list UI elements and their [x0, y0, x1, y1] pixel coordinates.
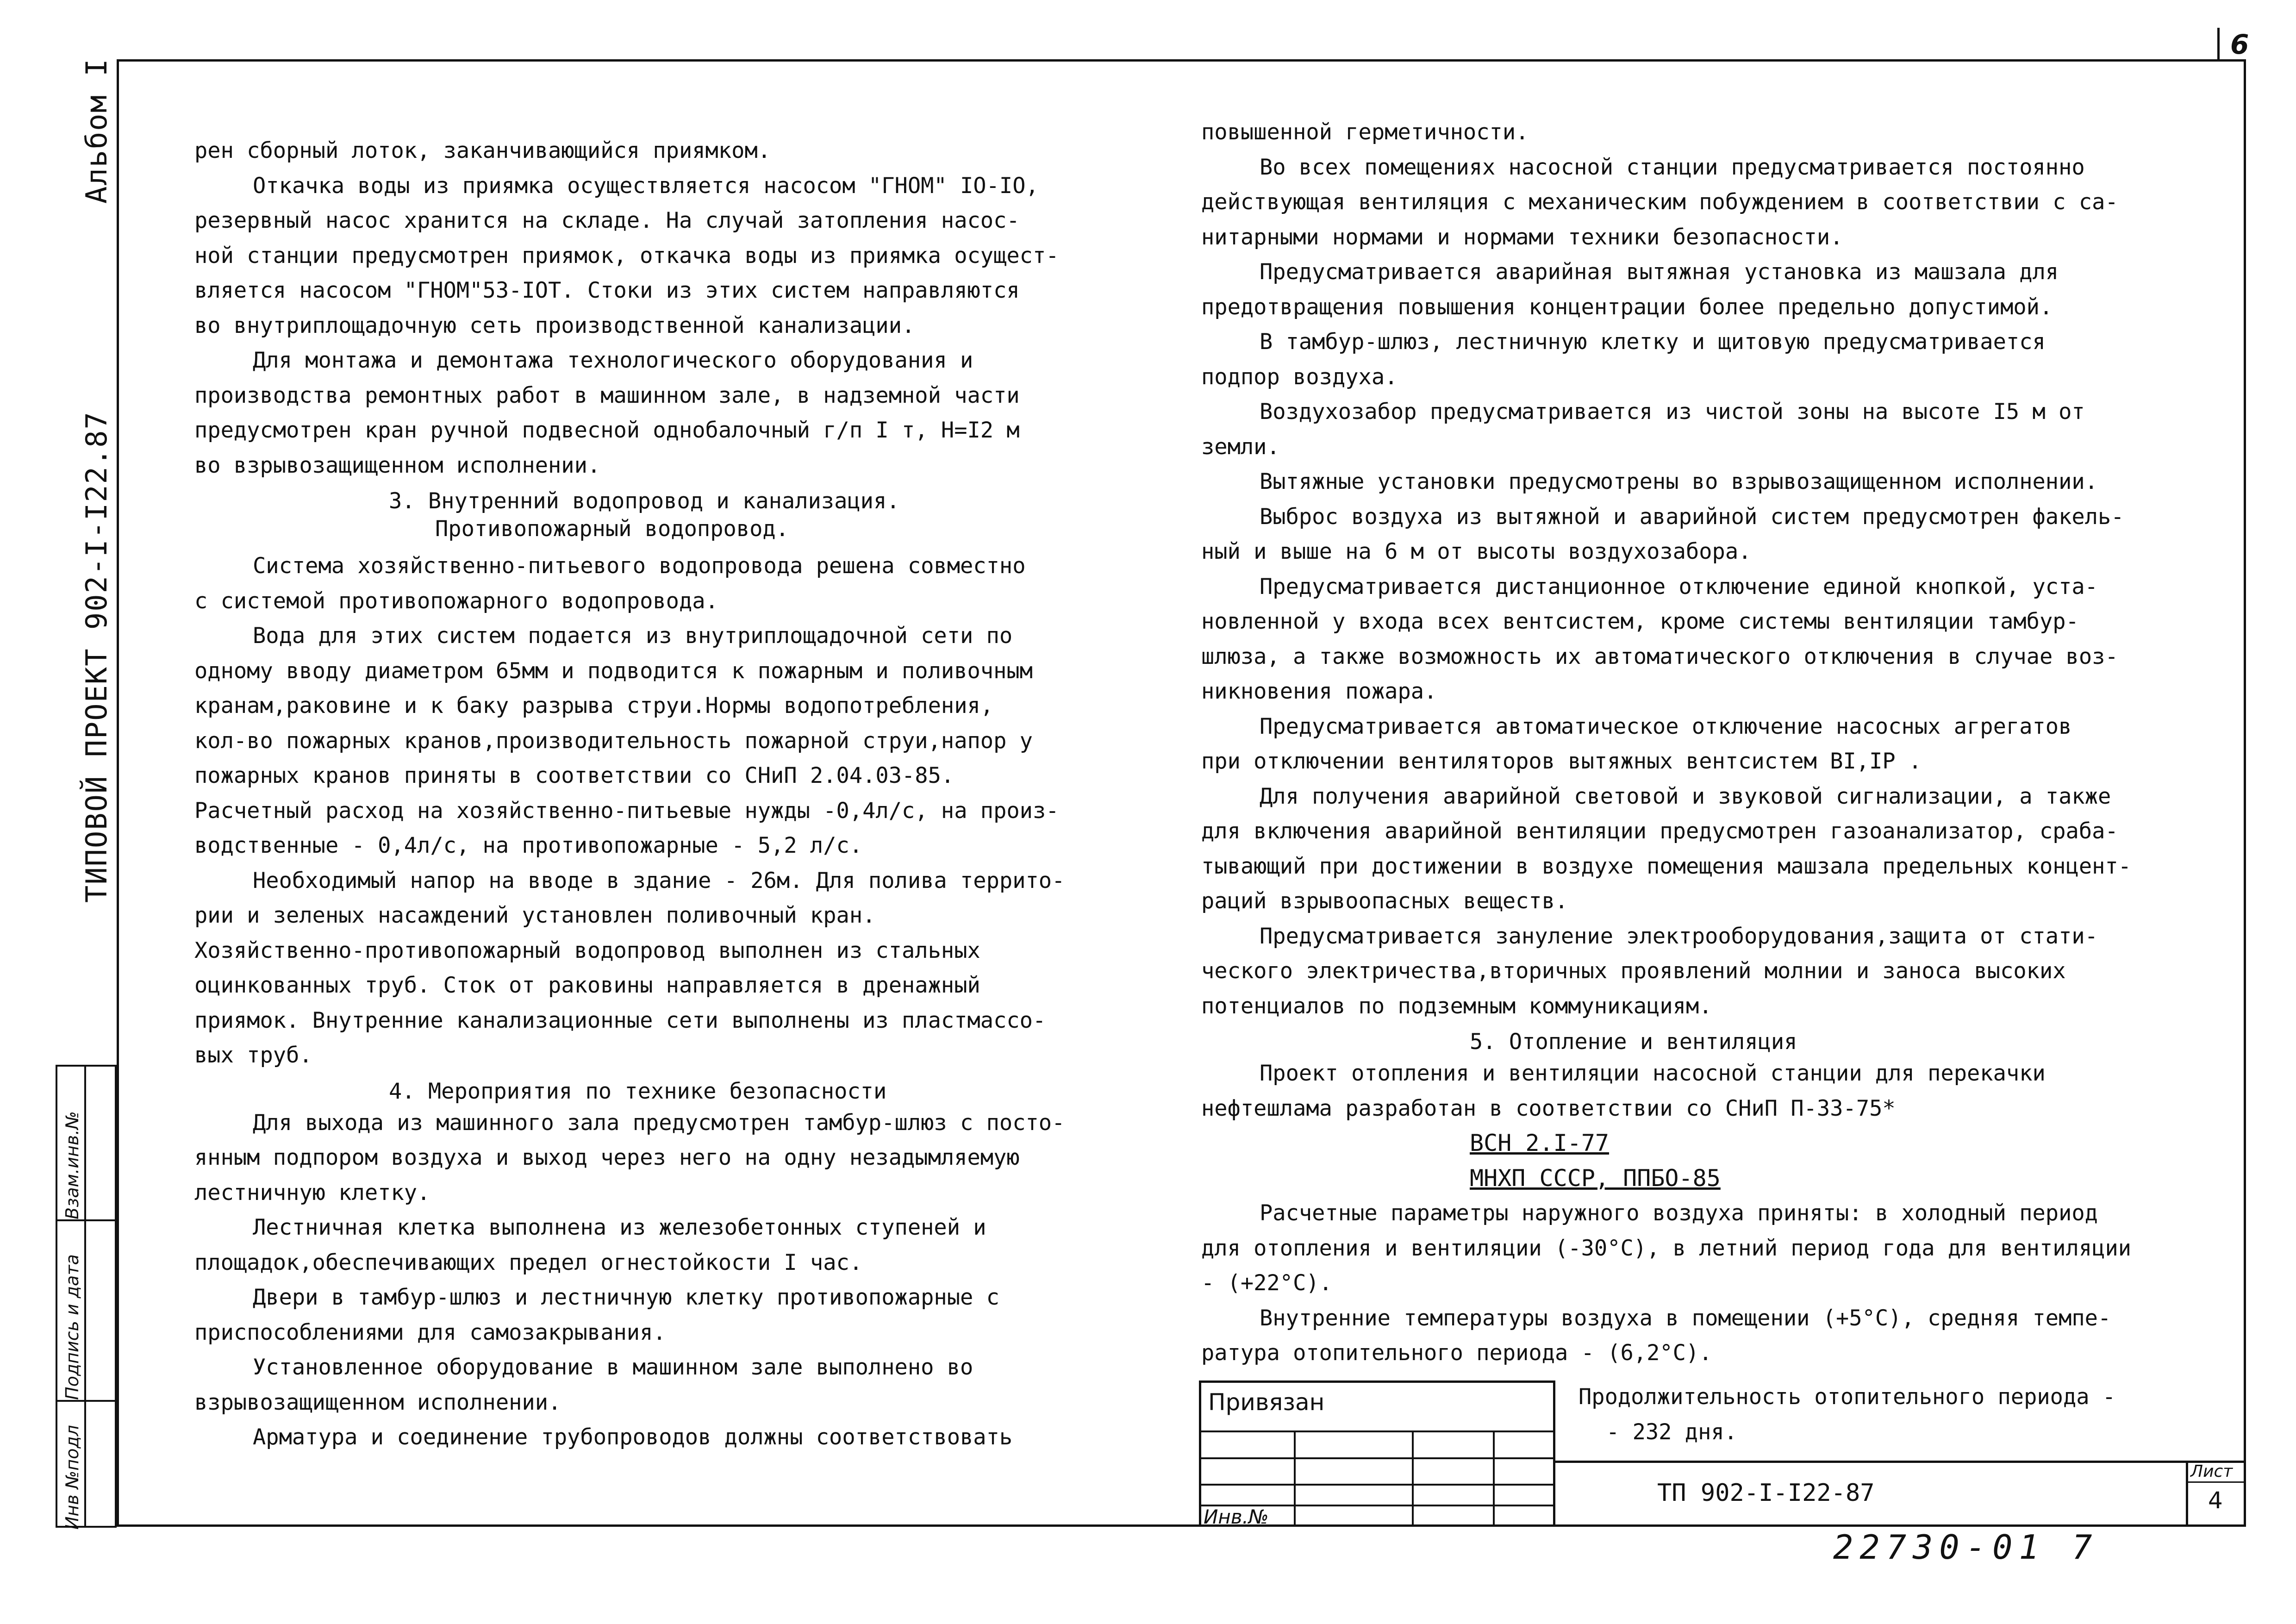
text-line: янным подпором воздуха и выход через него на одну незадымляемую [194, 1145, 1020, 1170]
text-line: действующая вентиляция с механическим побуждением в соответствии с са- [1201, 189, 2118, 215]
text-line: Откачка воды из приямка осуществляется насосом "ГНОМ" IO-IO, [253, 173, 1039, 199]
text-line: с системой противопожарного водопровода. [194, 588, 718, 614]
left-text-column [194, 133, 1134, 1455]
text-line: Внутренние температуры воздуха в помещении (+5°С), средняя темпе- [1260, 1305, 2111, 1331]
text-line: предотвращения повышения концентрации более предельно допустимой. [1201, 294, 2053, 320]
text-line: нитарными нормами и нормами техники безопасности. [1201, 224, 1843, 250]
text-line: Для выхода из машинного зала предусмотрен тамбур-шлюз с посто- [253, 1110, 1065, 1136]
text-line: подпор воздуха. [1201, 364, 1398, 390]
text-line: производства ремонтных работ в машинном зале, в надземной части [194, 382, 1020, 408]
sheet-label: Лист [2190, 1462, 2233, 1481]
text-line: ВСН 2.I-77 [1470, 1130, 1610, 1156]
project-label: ТИПОВОЙ ПРОЕКТ 902-I-I22.87 [80, 411, 113, 903]
text-line: Расчетные параметры наружного воздуха приняты: в холодный период [1260, 1200, 2098, 1226]
text-line: вляется насосом "ГНОМ"53-IOТ. Стоки из этих систем направляются [194, 278, 1020, 303]
text-line: водственные - 0,4л/с, на противопожарные - 5,2 л/с. [194, 833, 863, 858]
text-line: площадок,обеспечивающих предел огнестойкости I час. [194, 1249, 863, 1275]
text-line: Необходимый напор на вводе в здание - 26м. Для полива террито- [253, 868, 1065, 893]
text-line: при отключении вентиляторов вытяжных вентсистем BI,IP . [1201, 749, 1922, 774]
text-line: Предусматривается дистанционное отключение единой кнопкой, уста- [1260, 574, 2098, 600]
text-line: взрывозащищенном исполнении. [194, 1389, 562, 1415]
text-line: Предусматривается автоматическое отключение насосных агрегатов [1260, 713, 2072, 739]
text-line: Предусматривается аварийная вытяжная установка из машзала для [1260, 259, 2059, 285]
text-line: Двери в тамбур-шлюз и лестничную клетку противопожарные с [253, 1285, 999, 1310]
text-line: лестничную клетку. [194, 1180, 430, 1206]
text-line: Предусматривается зануление электрооборудования,защита от стати- [1260, 923, 2098, 949]
text-line: ной станции предусмотрен приямок, откачка воды из приямка осущест- [194, 243, 1059, 269]
text-line: Расчетный расход на хозяйственно-питьевые нужды -0,4л/с, на произ- [194, 798, 1059, 824]
section-heading: Противопожарный водопровод. [435, 516, 789, 542]
text-line: Система хозяйственно-питьевого водопровода решена совместно [253, 553, 1026, 579]
text-line: ный и выше на 6 м от высоты воздухозабора. [1201, 539, 1752, 564]
text-line: Выброс воздуха из вытяжной и аварийной систем предусмотрен факель- [1260, 504, 2124, 530]
doc-code: ТП 902-I-I22-87 [1657, 1479, 1875, 1507]
text-line: Проект отопления и вентиляции насосной станции для перекачки [1260, 1061, 2046, 1086]
text-line: потенциалов по подземным коммуникациям. [1201, 993, 1712, 1019]
text-line: рии и зеленых насаждений установлен поливочный кран. [194, 903, 876, 928]
text-line: нефтешлама разработан в соответствии со СНиП П-33-75* [1201, 1095, 1896, 1121]
text-line: шлюза, а также возможность их автоматического отключения в случае воз- [1201, 643, 2118, 669]
text-line: одному вводу диаметром 65мм и подводится к пожарным и поливочным [194, 658, 1033, 684]
text-line: во внутриплощадочную сеть производственной канализации. [194, 312, 915, 338]
section-heading: 5. Отопление и вентиляция [1470, 1029, 1797, 1055]
text-line: во взрывозащищенном исполнении. [194, 452, 601, 478]
text-line: Во всех помещениях насосной станции предусматривается постоянно [1260, 154, 2085, 180]
sheet-number: 4 [2208, 1487, 2223, 1514]
text-line: для включения аварийной вентиляции предусмотрен газоанализатор, сраба- [1201, 818, 2118, 844]
text-line: пожарных кранов приняты в соответствии со СНиП 2.04.03-85. [194, 763, 955, 788]
heating-duration-line: - 232 дня. [1606, 1419, 1737, 1445]
text-line: земли. [1201, 434, 1280, 460]
corner-tick [2217, 28, 2220, 61]
text-line: Вытяжные установки предусмотрены во взрывозащищенном исполнении. [1260, 469, 2098, 494]
text-line: Для монтажа и демонтажа технологического оборудования и [253, 348, 973, 373]
inv-label: Инв.№ [1204, 1505, 1269, 1528]
text-line: раций взрывоопасных веществ. [1201, 888, 1568, 914]
text-line: В тамбур-шлюз, лестничную клетку и щитовую предусматривается [1260, 329, 2046, 355]
text-line: резервный насос хранится на складе. На случай затопления насос- [194, 208, 1020, 233]
text-line: Вода для этих систем подается из внутриплощадочной сети по [253, 623, 1013, 649]
stamp-inv-label: Инв №подл [62, 1425, 82, 1530]
section-heading: 3. Внутренний водопровод и канализация. [389, 488, 900, 514]
heating-duration-line: Продолжительность отопительного периода - [1578, 1384, 2116, 1410]
corner-sheet-number: 6 [2230, 29, 2249, 60]
text-line: Воздухозабор предусматривается из чистой зоны на высоте I5 м от [1260, 399, 2085, 425]
side-stamp [56, 1065, 117, 1528]
text-line: ческого электричества,вторичных проявлений молнии и заноса высоких [1201, 958, 2066, 984]
text-line: кол-во пожарных кранов,производительность пожарной струи,напор у [194, 728, 1033, 754]
text-line: вых труб. [194, 1043, 312, 1068]
text-line: тывающий при достижении в воздухе помещения машзала предельных концент- [1201, 853, 2132, 879]
text-line: предусмотрен кран ручной подвесной однобалочный г/п I т, Н=I2 м [194, 418, 1020, 443]
text-line: - (+22°С). [1201, 1270, 1332, 1296]
right-text-column [1201, 115, 2224, 1371]
text-line: оцинкованных труб. Сток от раковины направляется в дренажный [194, 973, 980, 998]
heating-duration-text [1578, 1380, 2115, 1449]
text-line: новленной у входа всех вентсистем, кроме системы вентиляции тамбур- [1201, 609, 2079, 634]
text-line: Установленное оборудование в машинном зале выполнено во [253, 1355, 973, 1380]
text-line: Лестничная клетка выполнена из железобетонных ступеней и [253, 1215, 986, 1240]
text-line: Арматура и соединение трубопроводов должны соответствовать [253, 1424, 1013, 1450]
text-line: МНХП СССР, ППБО-85 [1470, 1164, 1721, 1192]
text-line: рен сборный лоток, заканчивающийся приямком. [194, 138, 771, 163]
text-line: Для получения аварийной световой и звуковой сигнализации, а также [1260, 783, 2111, 809]
stamp-sign-label: Подпись и дата [62, 1254, 82, 1400]
archive-number: 22730-01 7 [1833, 1528, 2099, 1567]
text-line: кранам,раковине и к баку разрыва струи.Нормы водопотребления, [194, 693, 994, 718]
text-line: Хозяйственно-противопожарный водопровод выполнен из стальных [194, 937, 980, 963]
bound-label: Привязан [1208, 1389, 1325, 1416]
section-heading: 4. Мероприятия по технике безопасности [389, 1078, 887, 1104]
stamp-replace-label: Взам.инв.№ [62, 1111, 82, 1219]
album-label: Альбом I [80, 58, 113, 204]
text-line: приямок. Внутренние канализационные сети выполнены из пластмассо- [194, 1007, 1046, 1033]
text-line: приспособлениями для самозакрывания. [194, 1319, 666, 1345]
text-line: ратура отопительного периода - (6,2°С). [1201, 1340, 1712, 1366]
text-line: никновения пожара. [1201, 679, 1437, 704]
text-line: повышенной герметичности. [1201, 119, 1529, 145]
text-line: для отопления и вентиляции (-30°С), в летний период года для вентиляции [1201, 1235, 2132, 1261]
